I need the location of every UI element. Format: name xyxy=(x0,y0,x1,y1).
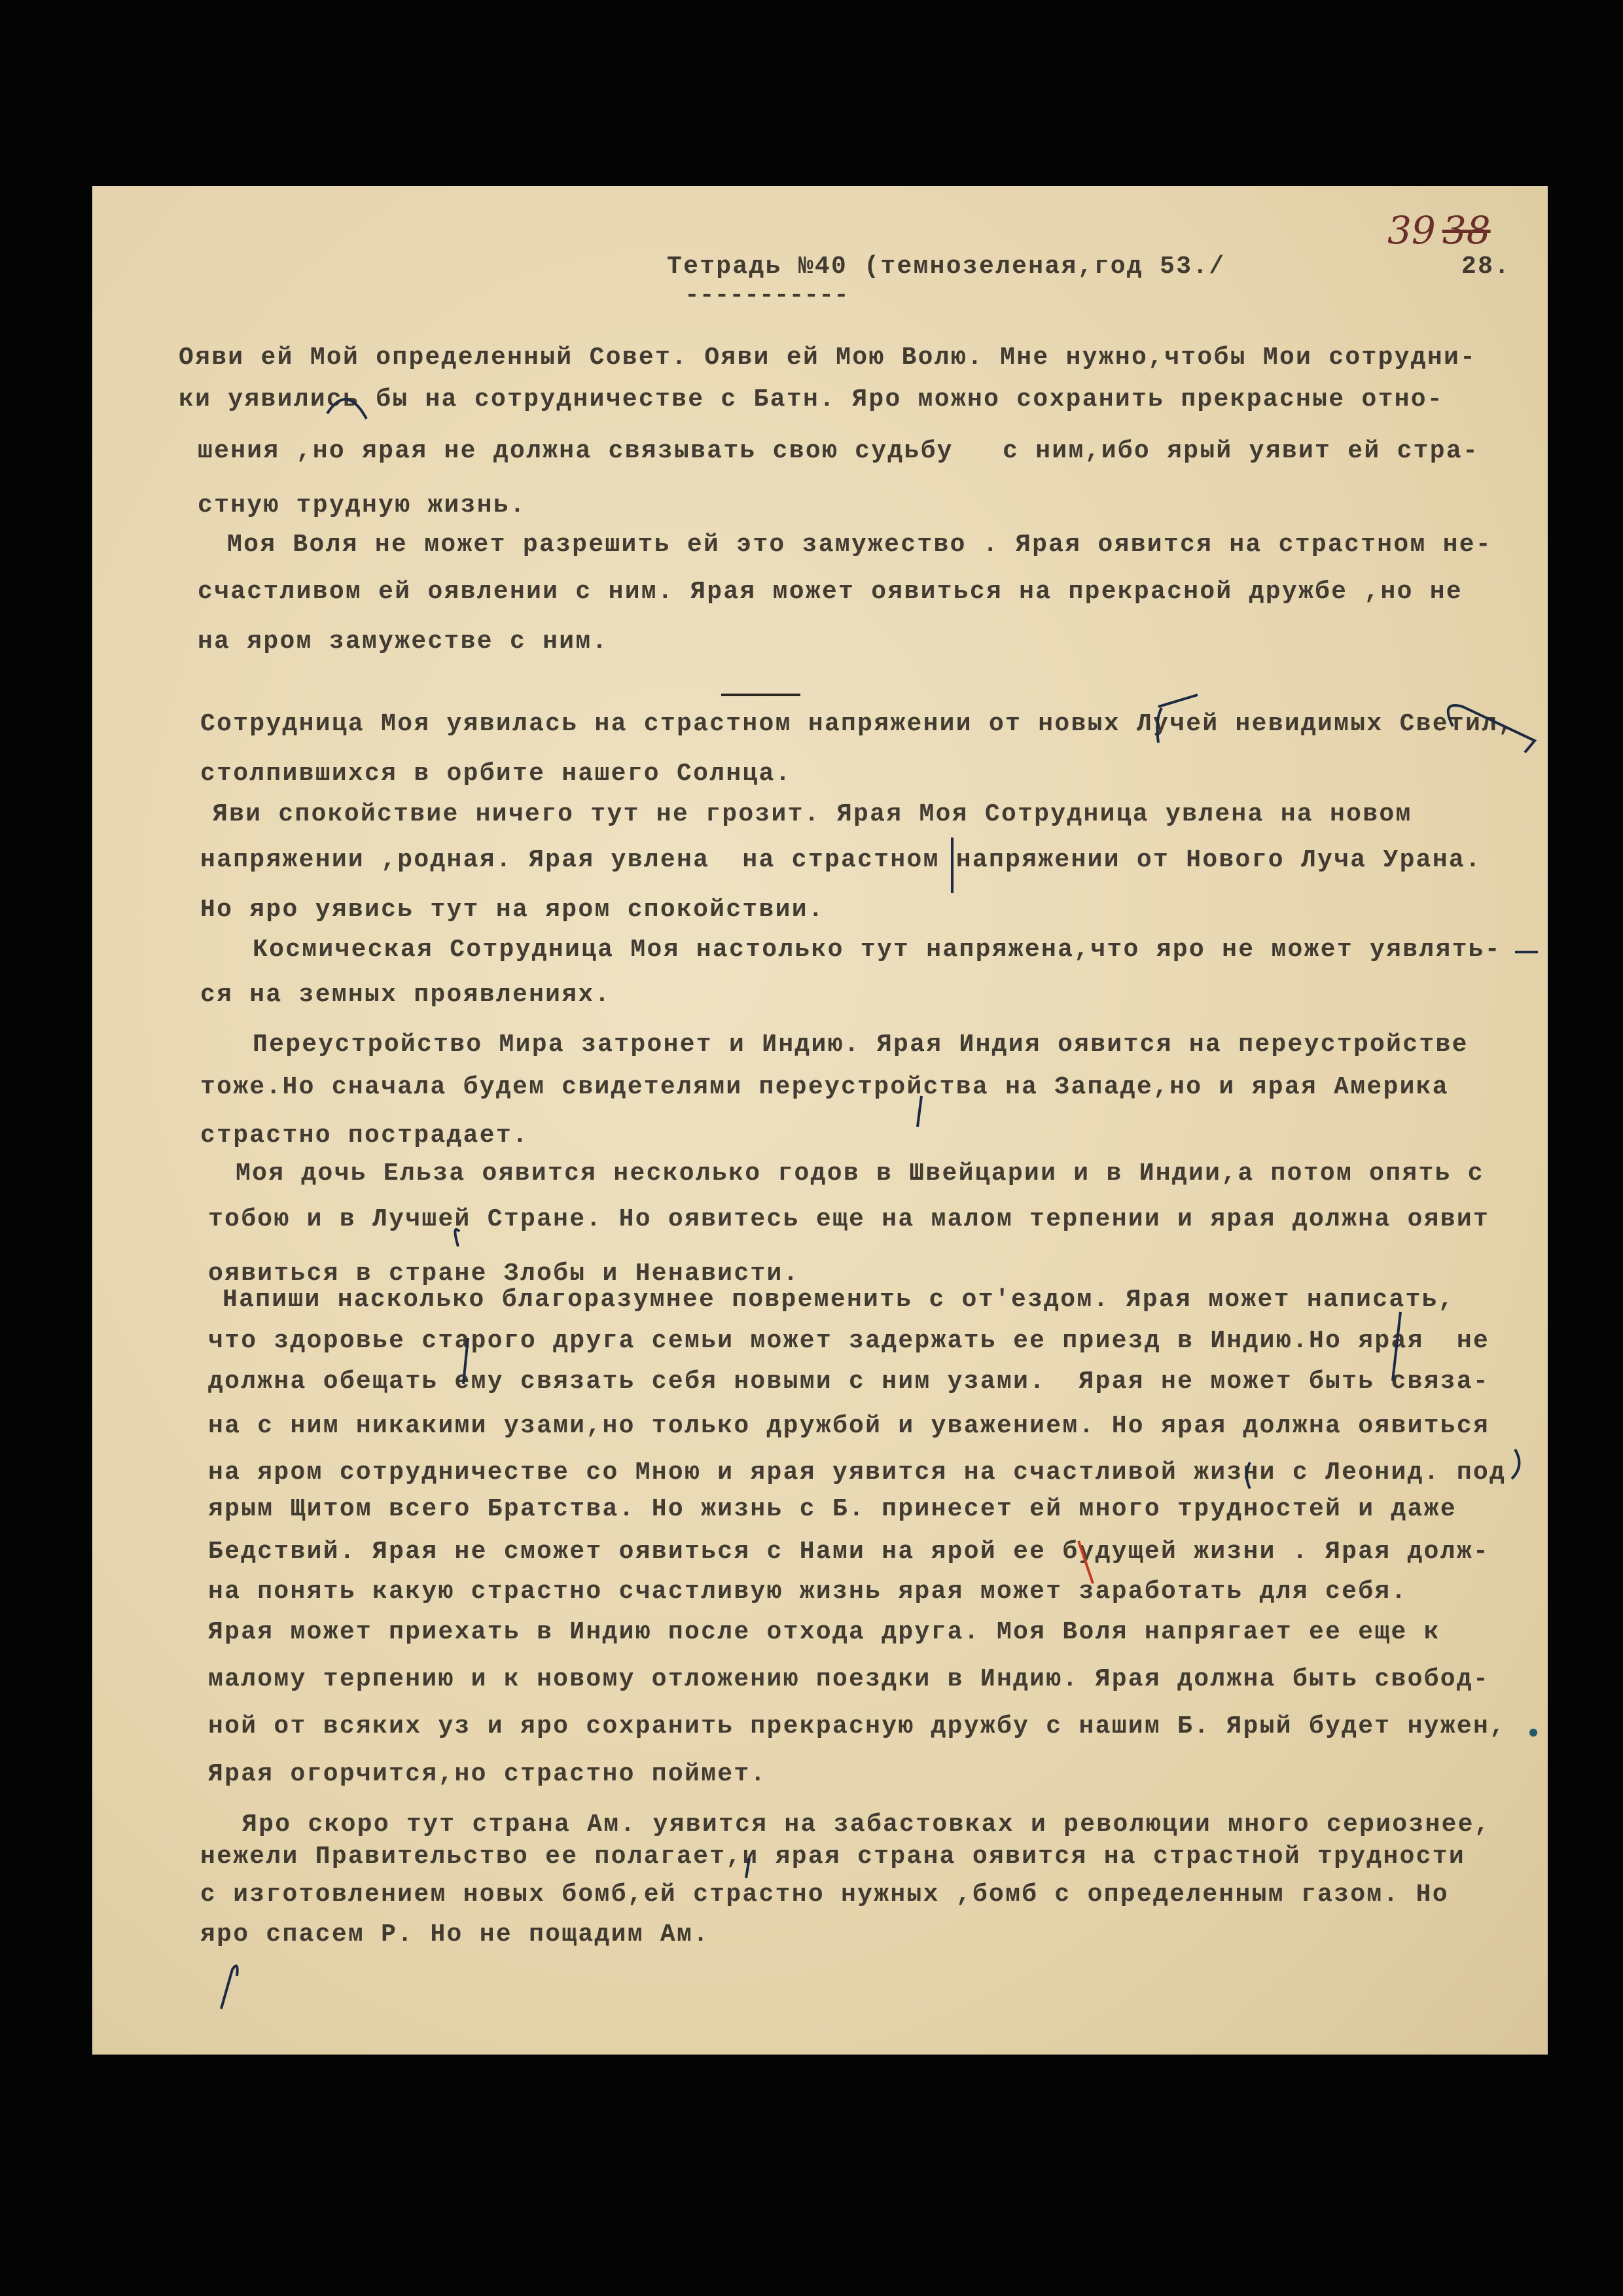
text-line: Сотрудница Моя уявилась на страстном напряжении от новых Лучей невидимых Светил, xyxy=(200,710,1515,738)
text-line: яро спасем Р. Но не пощадим Ам. xyxy=(200,1920,710,1949)
text-line: столпившихся в орбите нашего Солнца. xyxy=(200,760,792,788)
folio-current: 39 xyxy=(1387,208,1436,253)
text-line: Переустройство Мира затронет и Индию. Ярая Индия оявится на переустройстве xyxy=(253,1031,1469,1059)
text-line: Напиши насколько благоразумнее повременить с от'ездом. Ярая может написать, xyxy=(223,1286,1455,1314)
text-line: с изготовлением новых бомб,ей страстно нужных ,бомб с определенным газом. Но xyxy=(200,1881,1449,1909)
text-line: Яви спокойствие ничего тут не грозит. Ярая Моя Сотрудница увлена на новом xyxy=(213,800,1412,828)
text-line: ной от всяких уз и яро сохранить прекрасную дружбу с нашим Б. Ярый будет нужен, xyxy=(208,1712,1507,1740)
text-line: на яром сотрудничестве со Мною и ярая уявится на счастливой жизни с Леонид. под xyxy=(208,1458,1507,1487)
text-line: Яро скоро тут страна Ам. уявится на забастовках и революции много сериознее, xyxy=(242,1810,1491,1839)
text-line: Но яро уявись тут на яром спокойствии. xyxy=(200,896,825,924)
text-line: тоже.Но сначала будем свидетелями переустройства на Западе,но и ярая Америка xyxy=(200,1073,1449,1101)
folio-struck: 38 xyxy=(1442,208,1491,253)
text-line: Космическая Сотрудница Моя настолько тут напряжена,что яро не может уявлять- xyxy=(253,936,1501,964)
text-line: малому терпению и к новому отложению поездки в Индию. Ярая должна быть свобод- xyxy=(208,1665,1490,1693)
text-line: счастливом ей оявлении с ним. Ярая может оявиться на прекрасной дружбе ,но не xyxy=(198,578,1463,606)
text-line: напряжении ,родная. Ярая увлена на страстном напряжении от Нового Луча Урана. xyxy=(200,846,1482,874)
text-line: Моя Воля не может разрешить ей это замужество . Ярая оявится на страстном не- xyxy=(227,531,1492,559)
text-line: ярым Щитом всего Братства. Но жизнь с Б. принесет ей много трудностей и даже xyxy=(208,1495,1457,1523)
text-line: Моя дочь Ельза оявится несколько годов в Швейцарии и в Индии,а потом опять с xyxy=(236,1159,1484,1188)
text-line: на понять какую страстно счастливую жизнь ярая может заработать для себя. xyxy=(208,1578,1408,1606)
text-line: Ярая огорчится,но страстно поймет. xyxy=(208,1760,767,1788)
text-line: оявиться в стране Злобы и Ненависти. xyxy=(208,1260,800,1288)
text-line: на с ним никакими узами,но только дружбой и уважением. Но ярая должна оявиться xyxy=(208,1412,1490,1440)
text-line: страстно пострадает. xyxy=(200,1122,529,1150)
text-line: Ярая может приехать в Индию после отхода друга. Моя Воля напрягает ее еще к xyxy=(208,1618,1440,1646)
handwritten-folio-number xyxy=(1387,208,1491,253)
section-divider xyxy=(721,694,800,696)
text-line: на яром замужестве с ним. xyxy=(198,627,609,656)
text-line: ся на земных проявлениях. xyxy=(200,981,611,1009)
text-line: нежели Правительство ее полагает,и ярая страна оявится на страстной трудности xyxy=(200,1843,1465,1871)
text-line: шения ,но ярая не должна связывать свою судьбу с ним,ибо ярый уявит ей стра- xyxy=(198,437,1480,465)
text-line: тобою и в Лучшей Стране. Но оявитесь еще на малом терпении и ярая должна оявит xyxy=(208,1205,1490,1233)
text-line: должна обещать ему связать себя новыми с ним узами. Ярая не может быть связа- xyxy=(208,1368,1490,1396)
page-title: Тетрадь №40 (темнозеленая,год 53./ xyxy=(667,253,1226,281)
page-number: 28. xyxy=(1461,253,1511,281)
title-underline: ----------- xyxy=(685,281,849,309)
text-line: ки уявились бы на сотрудничестве с Батн. Яро можно сохранить прекрасные отно- xyxy=(179,385,1444,414)
text-line: что здоровье старого друга семьи может задержать ее приезд в Индию.Но ярая не xyxy=(208,1327,1490,1355)
text-line: Ояви ей Мой определенный Совет. Ояви ей Мою Волю. Мне нужно,чтобы Мои сотрудни- xyxy=(179,344,1477,372)
text-line: стную трудную жизнь. xyxy=(198,491,527,520)
text-line: Бедствий. Ярая не сможет оявиться с Нами на ярой ее будущей жизни . Ярая долж- xyxy=(208,1538,1490,1566)
